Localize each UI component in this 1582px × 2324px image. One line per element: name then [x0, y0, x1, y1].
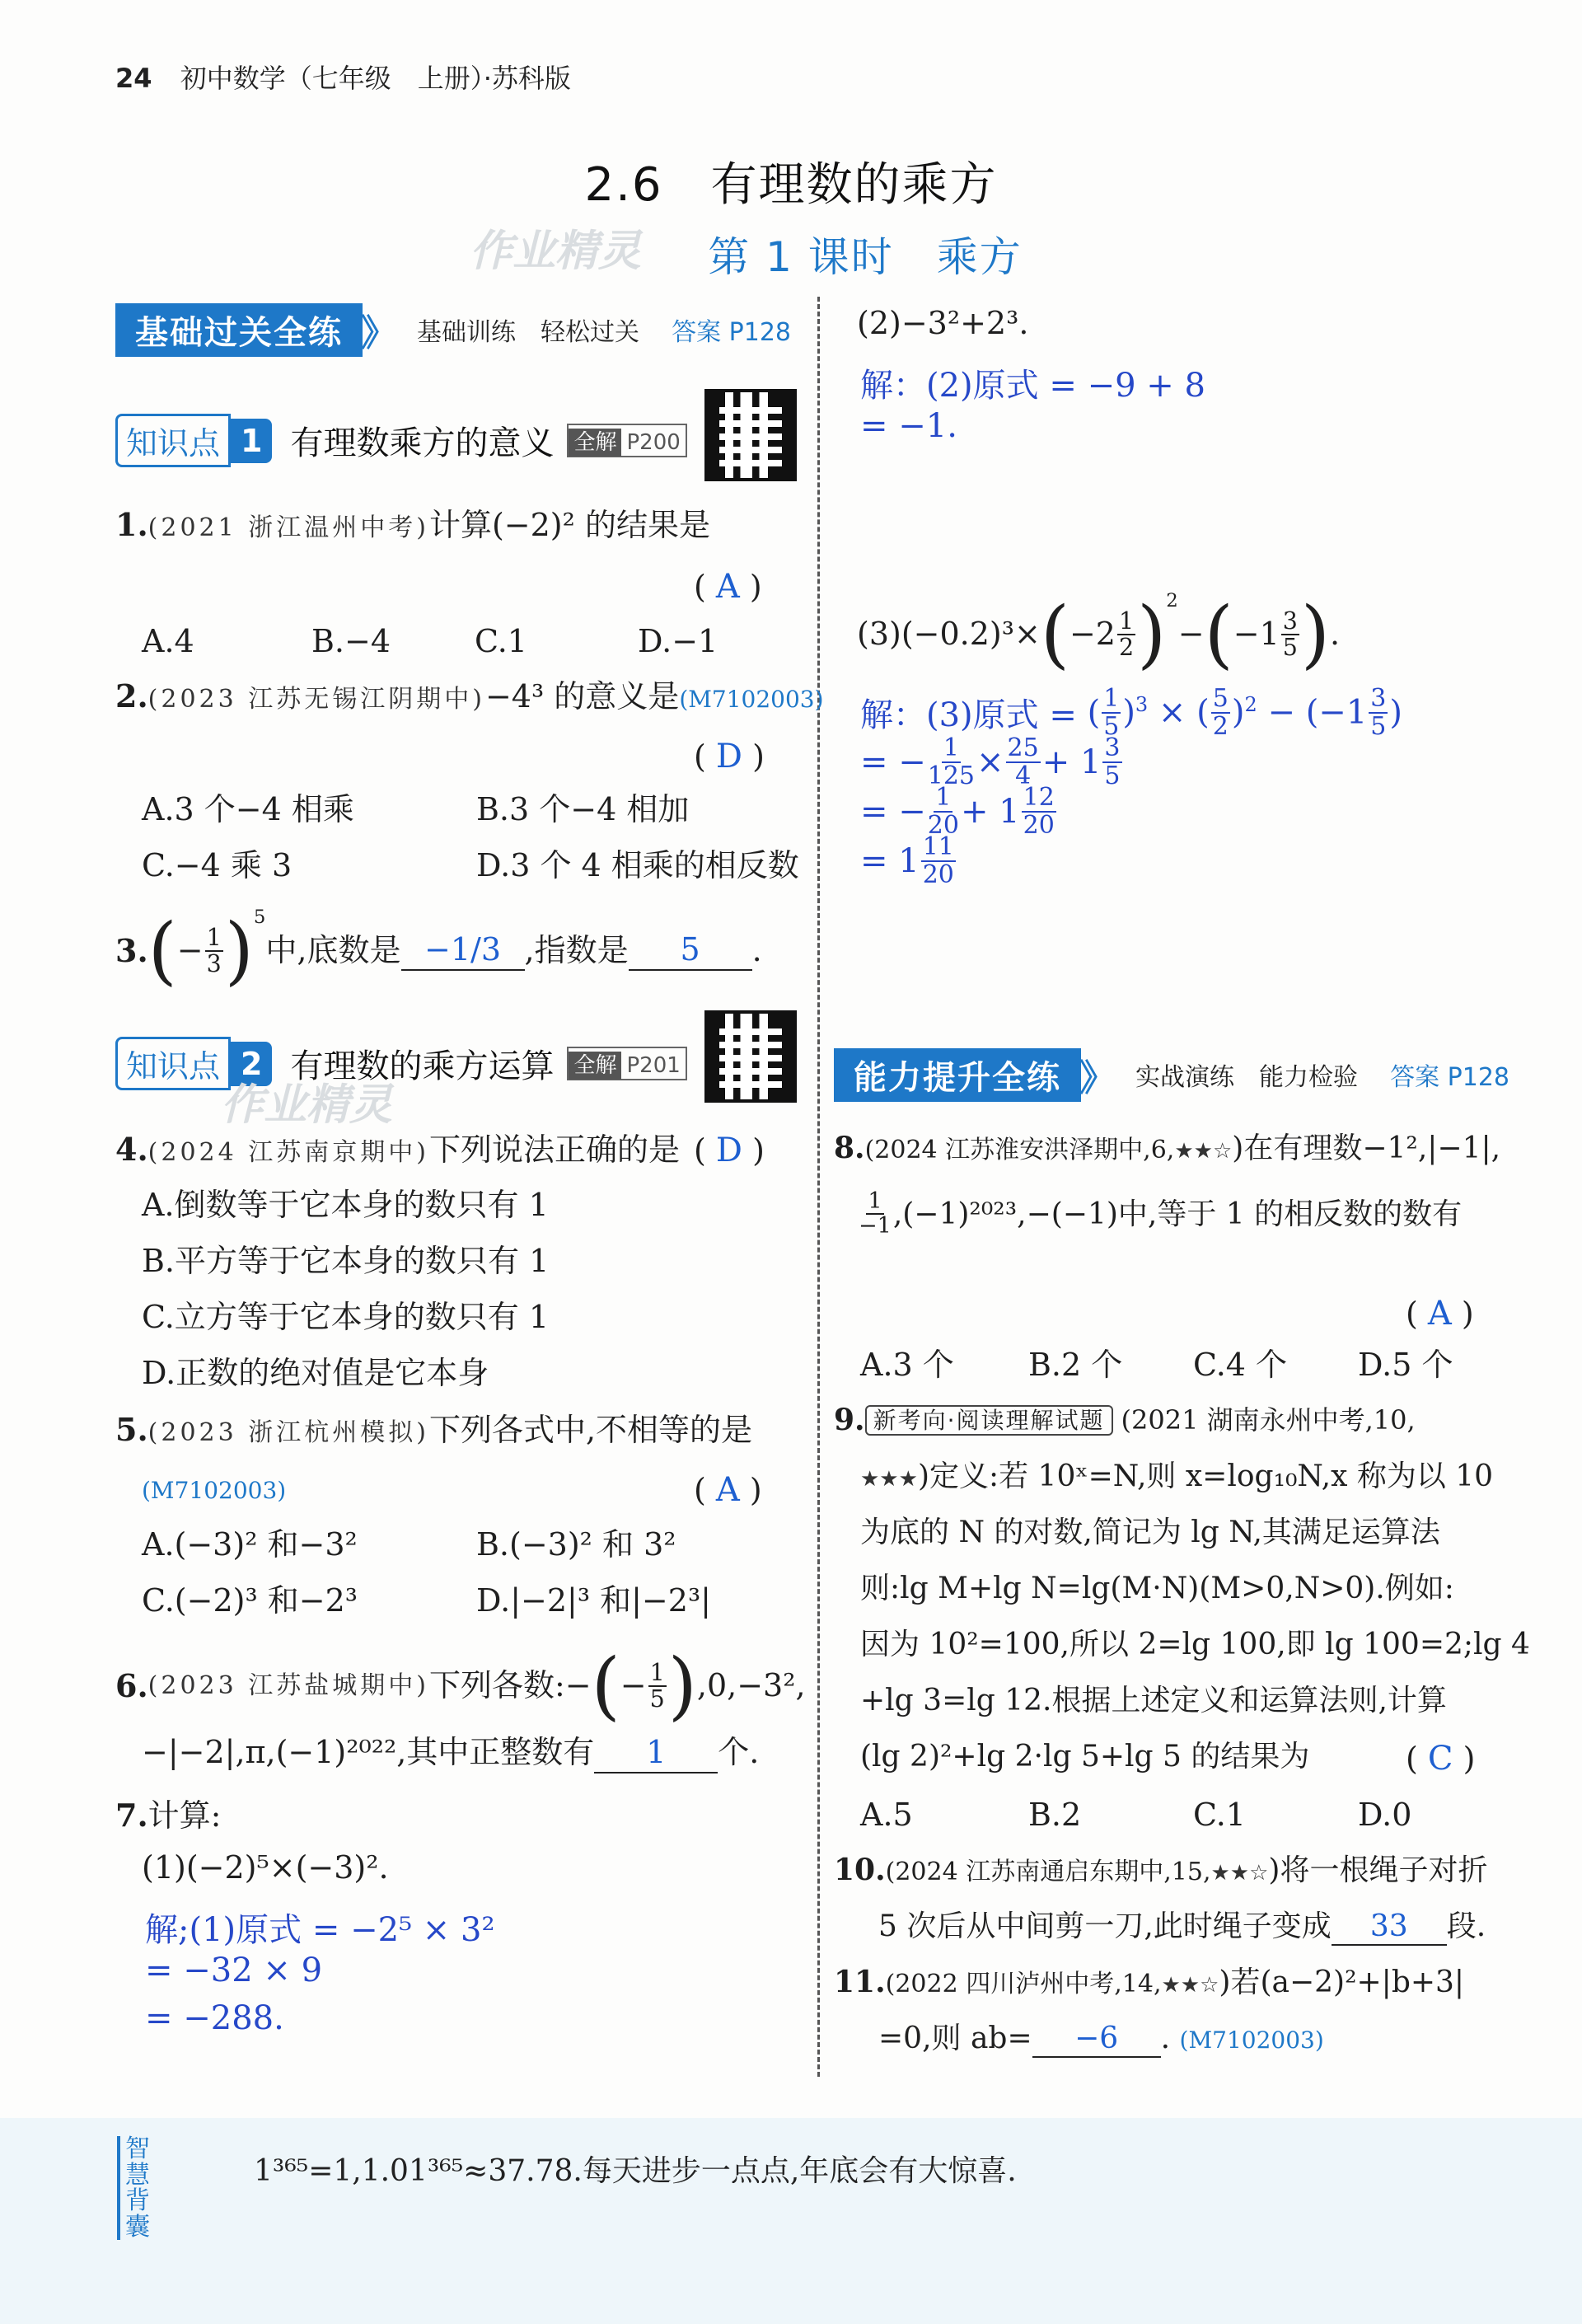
qr-code-icon[interactable]	[704, 1010, 797, 1103]
q11-stem: 11.(2022 四川泸州中考,14,★★☆)若(a−2)²+|b+3|	[834, 1965, 1465, 1999]
kp-ref: 全解 P200	[567, 424, 686, 457]
footer-tip: 1³⁶⁵=1,1.01³⁶⁵≈37.78.每天进步一点点,年底会有大惊喜.	[254, 2154, 1017, 2188]
q7-sol3-line2: = − $\frac{1}{125}$ × $\frac{25}{4}$ + 1 $\frac{3}{5}$	[860, 733, 1121, 790]
q5-option-b: B.(−3)² 和 3²	[476, 1526, 676, 1563]
q1-stem: 1.(2021 浙江温州中考)计算(−2)² 的结果是	[115, 506, 710, 543]
q9-options: A.5 B.2 C.1 D.0	[860, 1797, 1412, 1833]
q1-options: A.4 B.−4 C.1 D.−1	[142, 623, 718, 659]
q6-stem: 6. (2023 江苏盐城期中) 下列各数: − ( − $\frac{1}{5}$ ) ,0,−3²,	[115, 1642, 806, 1729]
q3-stem: 3. ( − $\frac{1}{3}$ ) $^5$ 中,底数是 −1/3 ,指数是 5 .	[115, 907, 762, 994]
q11-blank: −6	[1032, 2021, 1161, 2058]
q9-line3: 则:lg M+lg N=lg(M·N)(M>0,N>0).例如:	[860, 1572, 1454, 1605]
q10-blank: 33	[1332, 1909, 1447, 1946]
q8-line2: $\frac{1}{-1}$ ,(−1)²⁰²³,−(−1)中,等于 1 的相反数的数有	[859, 1188, 1463, 1239]
difficulty-star-icon: ★★☆	[1174, 1139, 1233, 1164]
page-number: 24	[115, 63, 152, 94]
q5-code: (M7102003)	[142, 1477, 287, 1504]
kp-label: 知识点	[115, 414, 231, 467]
q4-option-b: B.平方等于它本身的数只有 1	[142, 1243, 550, 1279]
q10-stem: 10.(2024 江苏南通启东期中,15,★★☆)将一根绳子对折	[834, 1853, 1488, 1887]
kp-title: 有理数乘方的意义	[290, 424, 555, 462]
kp-ref: 全解 P201	[567, 1047, 686, 1080]
q9-stem: 9. 新考向·阅读理解试题 (2021 湖南永州中考,10,	[834, 1403, 1416, 1437]
q8-answer: ( A )	[1406, 1295, 1474, 1333]
q5-answer: ( A )	[694, 1471, 762, 1509]
banner-tag: 能力提升全练 》	[834, 1048, 1081, 1102]
section-title: 2.6 有理数的乘方	[584, 158, 998, 212]
q3-blank-base: −1/3	[401, 931, 525, 971]
banner-sub: 实战演练 能力检验	[1135, 1063, 1358, 1092]
q5-option-d: D.|−2|³ 和|−2³|	[476, 1582, 711, 1619]
ability-practice-banner	[834, 1048, 1509, 1101]
q9-answer: ( C )	[1406, 1740, 1476, 1778]
q7-sol3-line3: = − $\frac{1}{20}$ + 1 $\frac{12}{20}$	[860, 783, 1055, 840]
q7-sol1-line2: = −32 × 9	[145, 1952, 323, 1989]
lesson-subtitle: 第 1 课时 乘方	[708, 233, 1023, 281]
q2-option-c: C.−4 乘 3	[142, 847, 293, 883]
q2-option-d: D.3 个 4 相乘的相反数	[476, 847, 799, 883]
q4-option-d: D.正数的绝对值是它本身	[142, 1355, 489, 1391]
q7-sol1-line3: = −288.	[145, 1999, 284, 2037]
footer-side-label: 智慧背囊	[117, 2136, 148, 2240]
book-title: 初中数学（七年级 上册）·苏科版	[180, 63, 571, 94]
page-header	[115, 58, 571, 96]
q9-line2: 为底的 N 的对数,简记为 lg N,其满足运算法	[860, 1516, 1440, 1549]
column-divider	[817, 297, 820, 2077]
q7-stem: 7.计算:	[115, 1797, 222, 1834]
q1-answer: ( A )	[694, 568, 762, 606]
q4-option-a: A.倒数等于它本身的数只有 1	[142, 1187, 549, 1223]
difficulty-star-icon: ★★☆	[1210, 1861, 1269, 1886]
kp-number: 1	[231, 419, 272, 463]
q10-line2: 5 次后从中间剪一刀,此时绳子变成 33 段.	[878, 1909, 1486, 1946]
q8-options: A.3 个 B.2 个 C.4 个 D.5 个	[860, 1347, 1453, 1383]
q7-sol3-line4: = 1 $\frac{11}{20}$	[860, 832, 954, 889]
answer-ref: 答案 P128	[1390, 1063, 1509, 1092]
banner-tag: 基础过关全练 》	[115, 303, 363, 357]
watermark: 作业精灵	[221, 1080, 393, 1130]
footer-tip-box	[0, 2118, 1582, 2324]
qr-code-icon[interactable]	[704, 389, 797, 481]
knowledge-point-2	[115, 1037, 687, 1090]
kp-label: 知识点	[115, 1037, 231, 1090]
basic-practice-banner	[115, 303, 791, 356]
q9-line6: (lg 2)²+lg 2·lg 5+lg 5 的结果为	[860, 1740, 1310, 1773]
q4-stem: 4.(2024 江苏南京期中)下列说法正确的是	[115, 1131, 680, 1168]
difficulty-star-icon: ★★☆	[1161, 1973, 1219, 1998]
q3-blank-exponent: 5	[629, 931, 752, 971]
q9-line4: 因为 10²=100,所以 2=lg 100,即 lg 100=2;lg 4	[860, 1628, 1530, 1661]
answer-ref: 答案 P128	[672, 318, 791, 347]
q2-option-a: A.3 个−4 相乘	[142, 791, 354, 827]
q7-part2: (2)−3²+2³.	[857, 305, 1029, 341]
banner-sub: 基础训练 轻松过关	[417, 318, 639, 347]
q5-stem: 5.(2023 浙江杭州模拟)下列各式中,不相等的是	[115, 1411, 753, 1448]
q7-part1: (1)(−2)⁵×(−3)².	[142, 1849, 389, 1886]
q9-line1: ★★★)定义:若 10ˣ=N,则 x=log₁₀N,x 称为以 10	[860, 1460, 1494, 1493]
new-trend-badge: 新考向·阅读理解试题	[865, 1405, 1113, 1436]
q8-stem: 8.(2024 江苏淮安洪泽期中,6,★★☆)在有理数−1²,|−1|,	[834, 1131, 1501, 1165]
q5-option-c: C.(−2)³ 和−2³	[142, 1582, 358, 1619]
q7-sol2-line1: 解：(2)原式 = −9 + 8	[860, 367, 1205, 405]
q6-blank: 1	[594, 1734, 718, 1773]
q11-line2: =0,则 ab= −6 . (M7102003)	[878, 2021, 1324, 2058]
q5-option-a: A.(−3)² 和−3²	[142, 1526, 358, 1563]
q4-answer: ( D )	[694, 1132, 765, 1169]
knowledge-point-1	[115, 414, 687, 467]
kp-number: 2	[231, 1042, 272, 1086]
q2-answer: ( D )	[694, 738, 765, 775]
q6-line2: −|−2|,π,(−1)²⁰²²,其中正整数有 1 个.	[142, 1734, 759, 1773]
q7-part3: (3)(−0.2)³× ( −2 $\frac{1}{2}$ ) $^2$ − ( −1 $\frac{3}{5}$ ) .	[857, 590, 1341, 677]
q2-stem: 2.(2023 江苏无锡江阴期中)−4³ 的意义是(M7102003)	[115, 677, 824, 715]
difficulty-star-icon: ★★★	[860, 1467, 918, 1492]
q9-line5: +lg 3=lg 12.根据上述定义和运算法则,计算	[860, 1684, 1447, 1717]
q2-option-b: B.3 个−4 相加	[476, 791, 690, 827]
q7-sol2-line2: = −1.	[860, 407, 957, 445]
q7-sol1-line1: 解;(1)原式 = −2⁵ × 3²	[145, 1911, 495, 1949]
watermark: 作业精灵	[470, 227, 642, 276]
q7-sol3-line1: 解：(3)原式 = ( $\frac{1}{5}$ )$^3$ × ( $\frac{5}{2}$ )$^2$ − (−1 $\frac{3}{5}$ )	[860, 684, 1402, 741]
kp-title: 有理数的乘方运算	[290, 1047, 555, 1085]
q4-option-c: C.立方等于它本身的数只有 1	[142, 1299, 550, 1335]
